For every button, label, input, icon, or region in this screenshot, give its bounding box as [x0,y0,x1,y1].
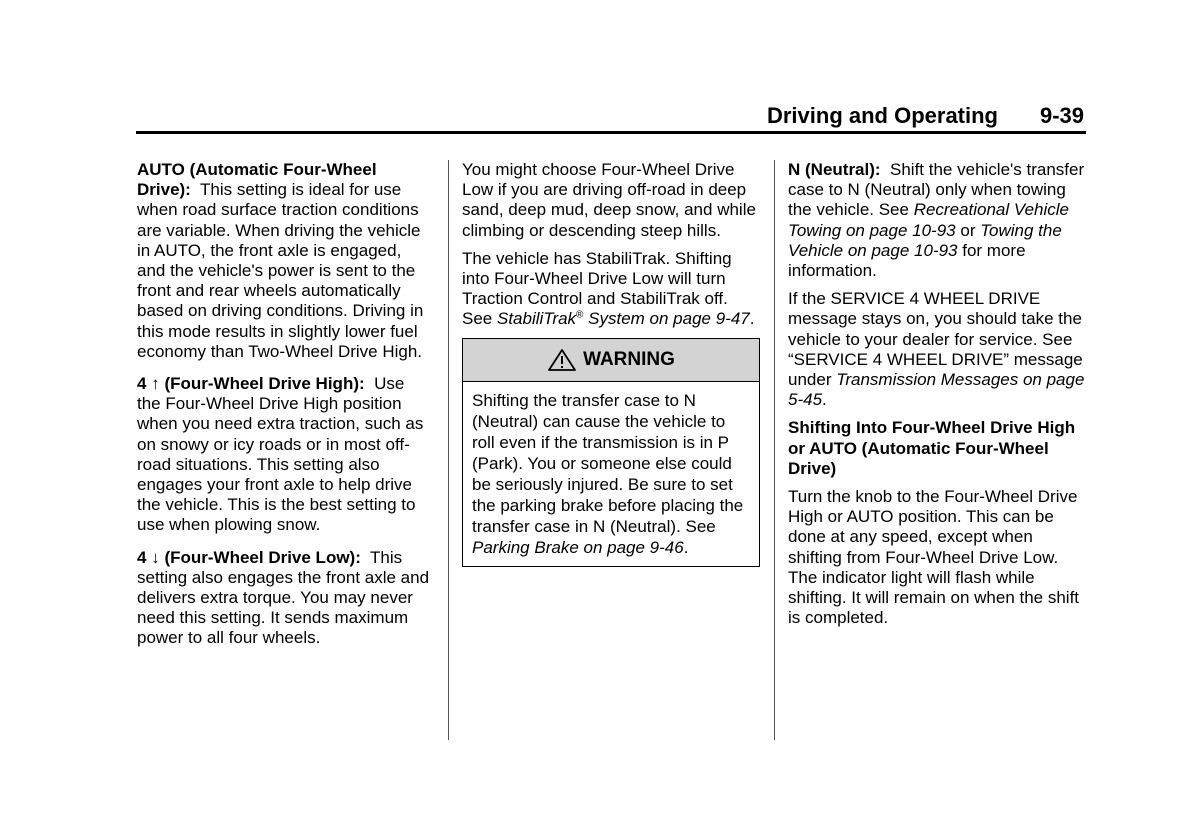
warning-header [463,339,759,382]
warning-triangle-icon [547,348,577,372]
paragraph-shifting: Turn the knob to the Four-Wheel Drive High or AUTO position. This can be done at any speed, except when shifting from Four-Wheel Drive Low. The indicator light will flash while shifting. It will remain on when the shift is completed. [788,487,1080,628]
transmission-messages-link[interactable]: Transmission Messages on page 5-45 [788,370,1085,410]
service-period: . [822,390,827,410]
column-right [788,160,1088,636]
more-info-text: for more information. [788,240,1026,281]
term-neutral: N (Neutral): [788,160,881,179]
4wd-low-description: This setting also engages the front axle and delivers extra torque. You may never need this setting. It sends maximum power to all four wheels. [137,547,430,648]
column-left [137,160,432,657]
towing-vehicle-link[interactable]: Towing the Vehicle on page 10-93 [788,220,1062,260]
rv-towing-link[interactable]: Recreational Vehicle Towing on page 10-93 [788,200,1069,240]
registered-mark: ® [576,309,584,321]
warning-title: WARNING [583,348,675,370]
shifting-heading [788,418,1088,479]
column-divider [448,160,449,740]
service-message-text: If the SERVICE 4 WHEEL DRIVE message stays on, you should take the vehicle to your dealer for service. See “SERVICE 4 WHEEL DRIVE” message under [788,289,1083,390]
paragraph-4wd-low [137,548,432,649]
term-auto: AUTO (Automatic Four-Wheel Drive): [137,160,377,200]
paragraph-neutral [788,160,1088,281]
paragraph-service-message [788,289,1088,410]
down-arrow-icon: ↓ [151,547,160,567]
warning-body [463,382,759,566]
up-arrow-icon: ↑ [151,374,160,394]
term-4wd-high: (Four-Wheel Drive High): [164,374,365,394]
column-middle [462,160,762,567]
shifting-heading-text: Shifting Into Four-Wheel Drive High or AUTO (Automatic Four-Wheel Drive) [788,418,1076,478]
paragraph-auto [137,160,432,362]
page-number: 9-39 [1039,103,1084,128]
stabilitrak-period: . [749,309,755,329]
term-4wd-low-number: 4 [137,547,147,567]
stabilitrak-link[interactable]: StabiliTrak [496,309,577,329]
warning-text: Shifting the transfer case to N (Neutral) can cause the vehicle to roll even if the transmission is in P (Park). You or someone else could be seriously injured. Be sure to set the parking brake before placing the transfer case in N (Neutral). See [472,390,744,536]
warning-box [462,338,760,567]
term-4wd-high-number: 4 [137,374,147,394]
4wd-high-description: Use the Four-Wheel Drive High position when you need extra traction, such as on snowy or icy roads or in most off-road situations. This setting also engages your front axle to help drive the vehicle. This is the best setting to use when plowing snow. [137,374,424,535]
or-text: or [960,220,976,240]
paragraph-stabilitrak [462,249,762,330]
neutral-description: Shift the vehicle's transfer case to N (Neutral) only when towing the vehicle. See [788,160,1085,220]
stabilitrak-page-link[interactable]: System on page 9-47 [588,309,750,329]
stabilitrak-text: The vehicle has StabiliTrak. Shifting into Four-Wheel Drive Low will turn Traction Control and StabiliTrak off. See [462,248,732,329]
parking-brake-link[interactable]: Parking Brake on page 9-46 [472,537,684,557]
auto-description: This setting is ideal for use when road surface traction conditions are variable. When driving the vehicle in AUTO, the front axle is engaged, and the vehicle's power is sent to the front and rear wheels automatically based on driving conditions. Driving in this mode results in slightly lower fuel economy than Two-Wheel Drive High. [137,180,424,361]
paragraph-4wd-high [137,374,432,536]
term-4wd-low: (Four-Wheel Drive Low): [164,547,361,567]
column-divider [774,160,775,740]
warning-period: . [683,537,689,557]
section-title: Driving and Operating [766,103,998,128]
paragraph-4wd-low-usage: You might choose Four-Wheel Drive Low if you are driving off-road in deep sand, deep mud, deep snow, and while climbing or descending steep hills. [462,160,756,240]
page-header [136,97,1086,134]
